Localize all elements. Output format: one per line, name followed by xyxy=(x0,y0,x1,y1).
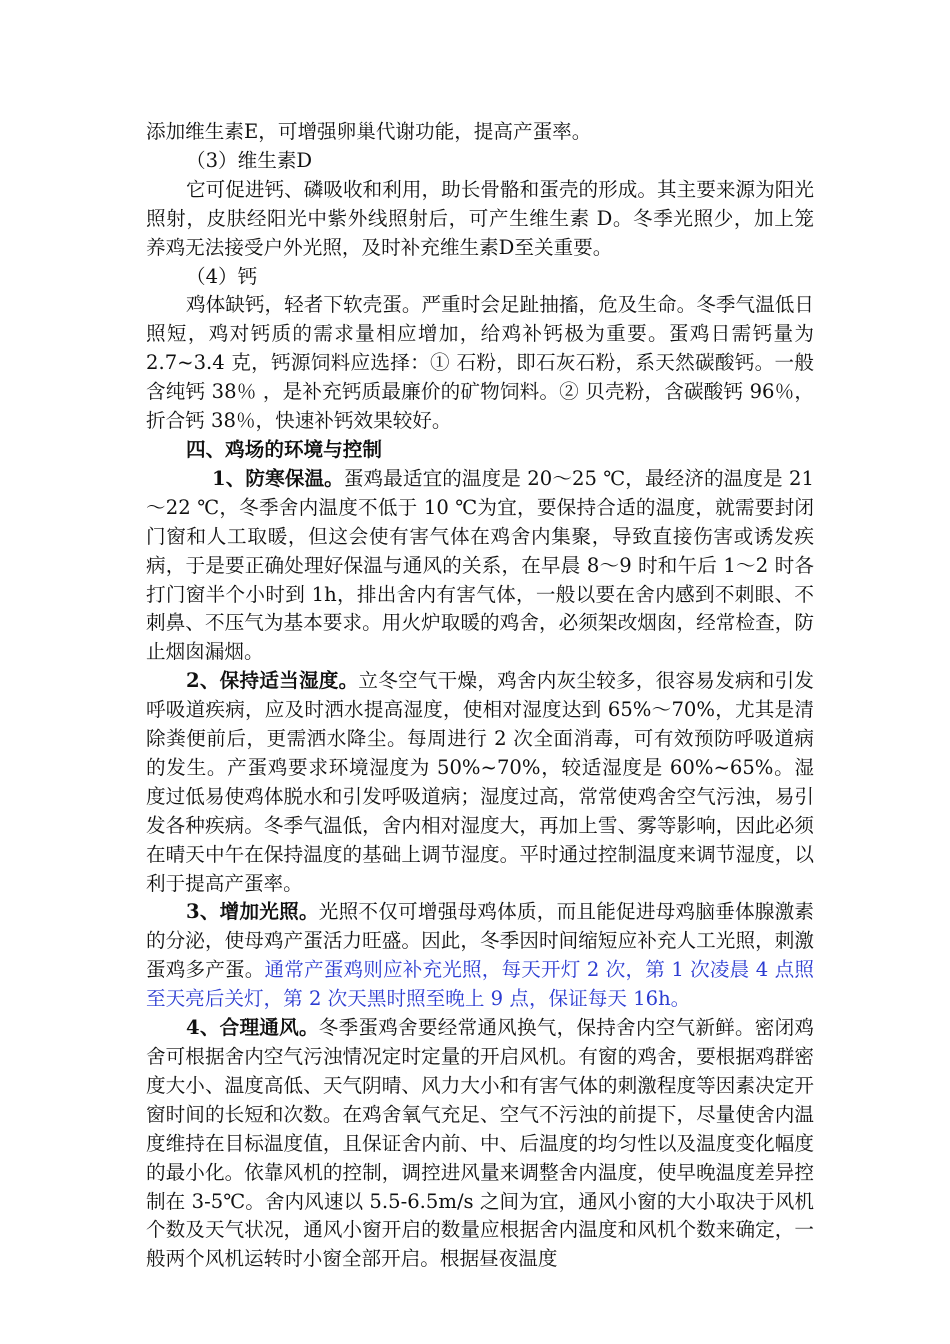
body-lighting: 光照不仅可增强母鸡体质，而且能促进母鸡脑垂体腺激素的分泌，使母鸡产蛋活力旺盛。因此，冬季因时间缩短应补充人工光照，刺激蛋鸡多产蛋。 xyxy=(146,900,815,982)
paragraph-ventilation xyxy=(146,1014,814,1274)
section-heading-environment: 四、鸡场的环境与控制 xyxy=(186,437,382,461)
heading-vitamin-d: （3）维生素D xyxy=(186,148,313,172)
document-page xyxy=(146,118,814,1274)
highlight-lighting-schedule: 通常产蛋鸡则应补充光照，每天开灯 2 次，第 1 次凌晨 4 点照至天亮后关灯，第 2 次天黑时照至晚上 9 点，保证每天 16h。 xyxy=(146,958,814,1011)
subheading-lighting: 3、增加光照。 xyxy=(186,900,319,924)
paragraph-vitamin-d: 它可促进钙、磷吸收和利用，助长骨骼和蛋壳的形成。其主要来源为阳光照射，皮肤经阳光中紫外线照射后，可产生维生素 D。冬季光照少，加上笼养鸡无法接受户外光照，及时补充维生素D至关重要。 xyxy=(146,177,814,259)
body-cold-protection: 蛋鸡最适宜的温度是 20～25 ℃，最经济的温度是 21～22 ℃，冬季舍内温度不低于 10 ℃为宜，要保持合适的温度，就需要封闭门窗和人工取暖，但这会使有害气体在鸡舍内集聚，导致直接伤害或诱发疾病，于是要正确处理好保温与通风的关系，在早晨 8～9 时和午后 1～2 时各打门窗半个小时到 1h，排出舍内有害气体，一般以要在舍内感到不刺眼、不刺鼻、不压气为基本要求。用火炉取暖的鸡舍，必须架改烟囱，经常检查，防止烟囱漏烟。 xyxy=(146,466,814,664)
paragraph-lighting xyxy=(146,898,814,1014)
paragraph-humidity xyxy=(146,667,814,898)
subheading-ventilation: 4、合理通风。 xyxy=(186,1016,319,1040)
subheading-cold-protection: 1、防寒保温。 xyxy=(212,466,344,490)
paragraph-cold-protection xyxy=(146,465,814,667)
heading-calcium: （4）钙 xyxy=(186,264,258,288)
paragraph-calcium: 鸡体缺钙，轻者下软壳蛋。严重时会足趾抽搐，危及生命。冬季气温低日照短，鸡对钙质的需求量相应增加，给鸡补钙极为重要。蛋鸡日需钙量为 2.7~3.4 克，钙源饲料应选择：① 石粉，即石灰石粉，系天然碳酸钙。一般含纯钙 38％ ，是补充钙质最廉价的矿物饲料。② 贝壳粉，含碳酸钙 96％，折合钙 38％，快速补钙效果较好。 xyxy=(146,293,814,433)
body-humidity: 立冬空气干燥，鸡舍内灰尘较多，很容易发病和引发呼吸道疾病，应及时洒水提高湿度，使相对湿度达到 65%～70%，尤其是清除粪便前后，更需洒水降尘。每周进行 2 次全面消毒，可有效预防呼吸道病的发生。产蛋鸡要求环境湿度为 50%~70%，较适湿度是 60%~65%。湿度过低易使鸡体脱水和引发呼吸道病；湿度过高，常常使鸡舍空气污浊，易引发各种疾病。冬季气温低，舍内相对湿度大，再加上雪、雾等影响，因此必须在晴天中午在保持温度的基础上调节湿度。平时通过控制温度来调节湿度，以利于提高产蛋率。 xyxy=(146,669,814,895)
subheading-humidity: 2、保持适当湿度。 xyxy=(186,669,359,693)
paragraph-vitamin-e-tail: 添加维生素E，可增强卵巢代谢功能，提高产蛋率。 xyxy=(146,120,592,143)
body-ventilation: 冬季蛋鸡舍要经常通风换气，保持舍内空气新鲜。密闭鸡舍可根据舍内空气污浊情况定时定量的开启风机。有窗的鸡舍，要根据鸡群密度大小、温度高低、天气阴晴、风力大小和有害气体的刺激程度等因素决定开窗时间的长短和次数。在鸡舍氧气充足、空气不污浊的前提下，尽量使舍内温度维持在目标温度值，且保证舍内前、中、后温度的均匀性以及温度变化幅度的最小化。依靠风机的控制，调控进风量来调整舍内温度，使早晚温度差异控制在 3-5℃。舍内风速以 5.5-6.5m/s 之间为宜，通风小窗的大小取决于风机个数及天气状况，通风小窗开启的数量应根据舍内温度和风机个数来确定，一般两个风机运转时小窗全部开启。根据昼夜温度 xyxy=(146,1016,815,1271)
